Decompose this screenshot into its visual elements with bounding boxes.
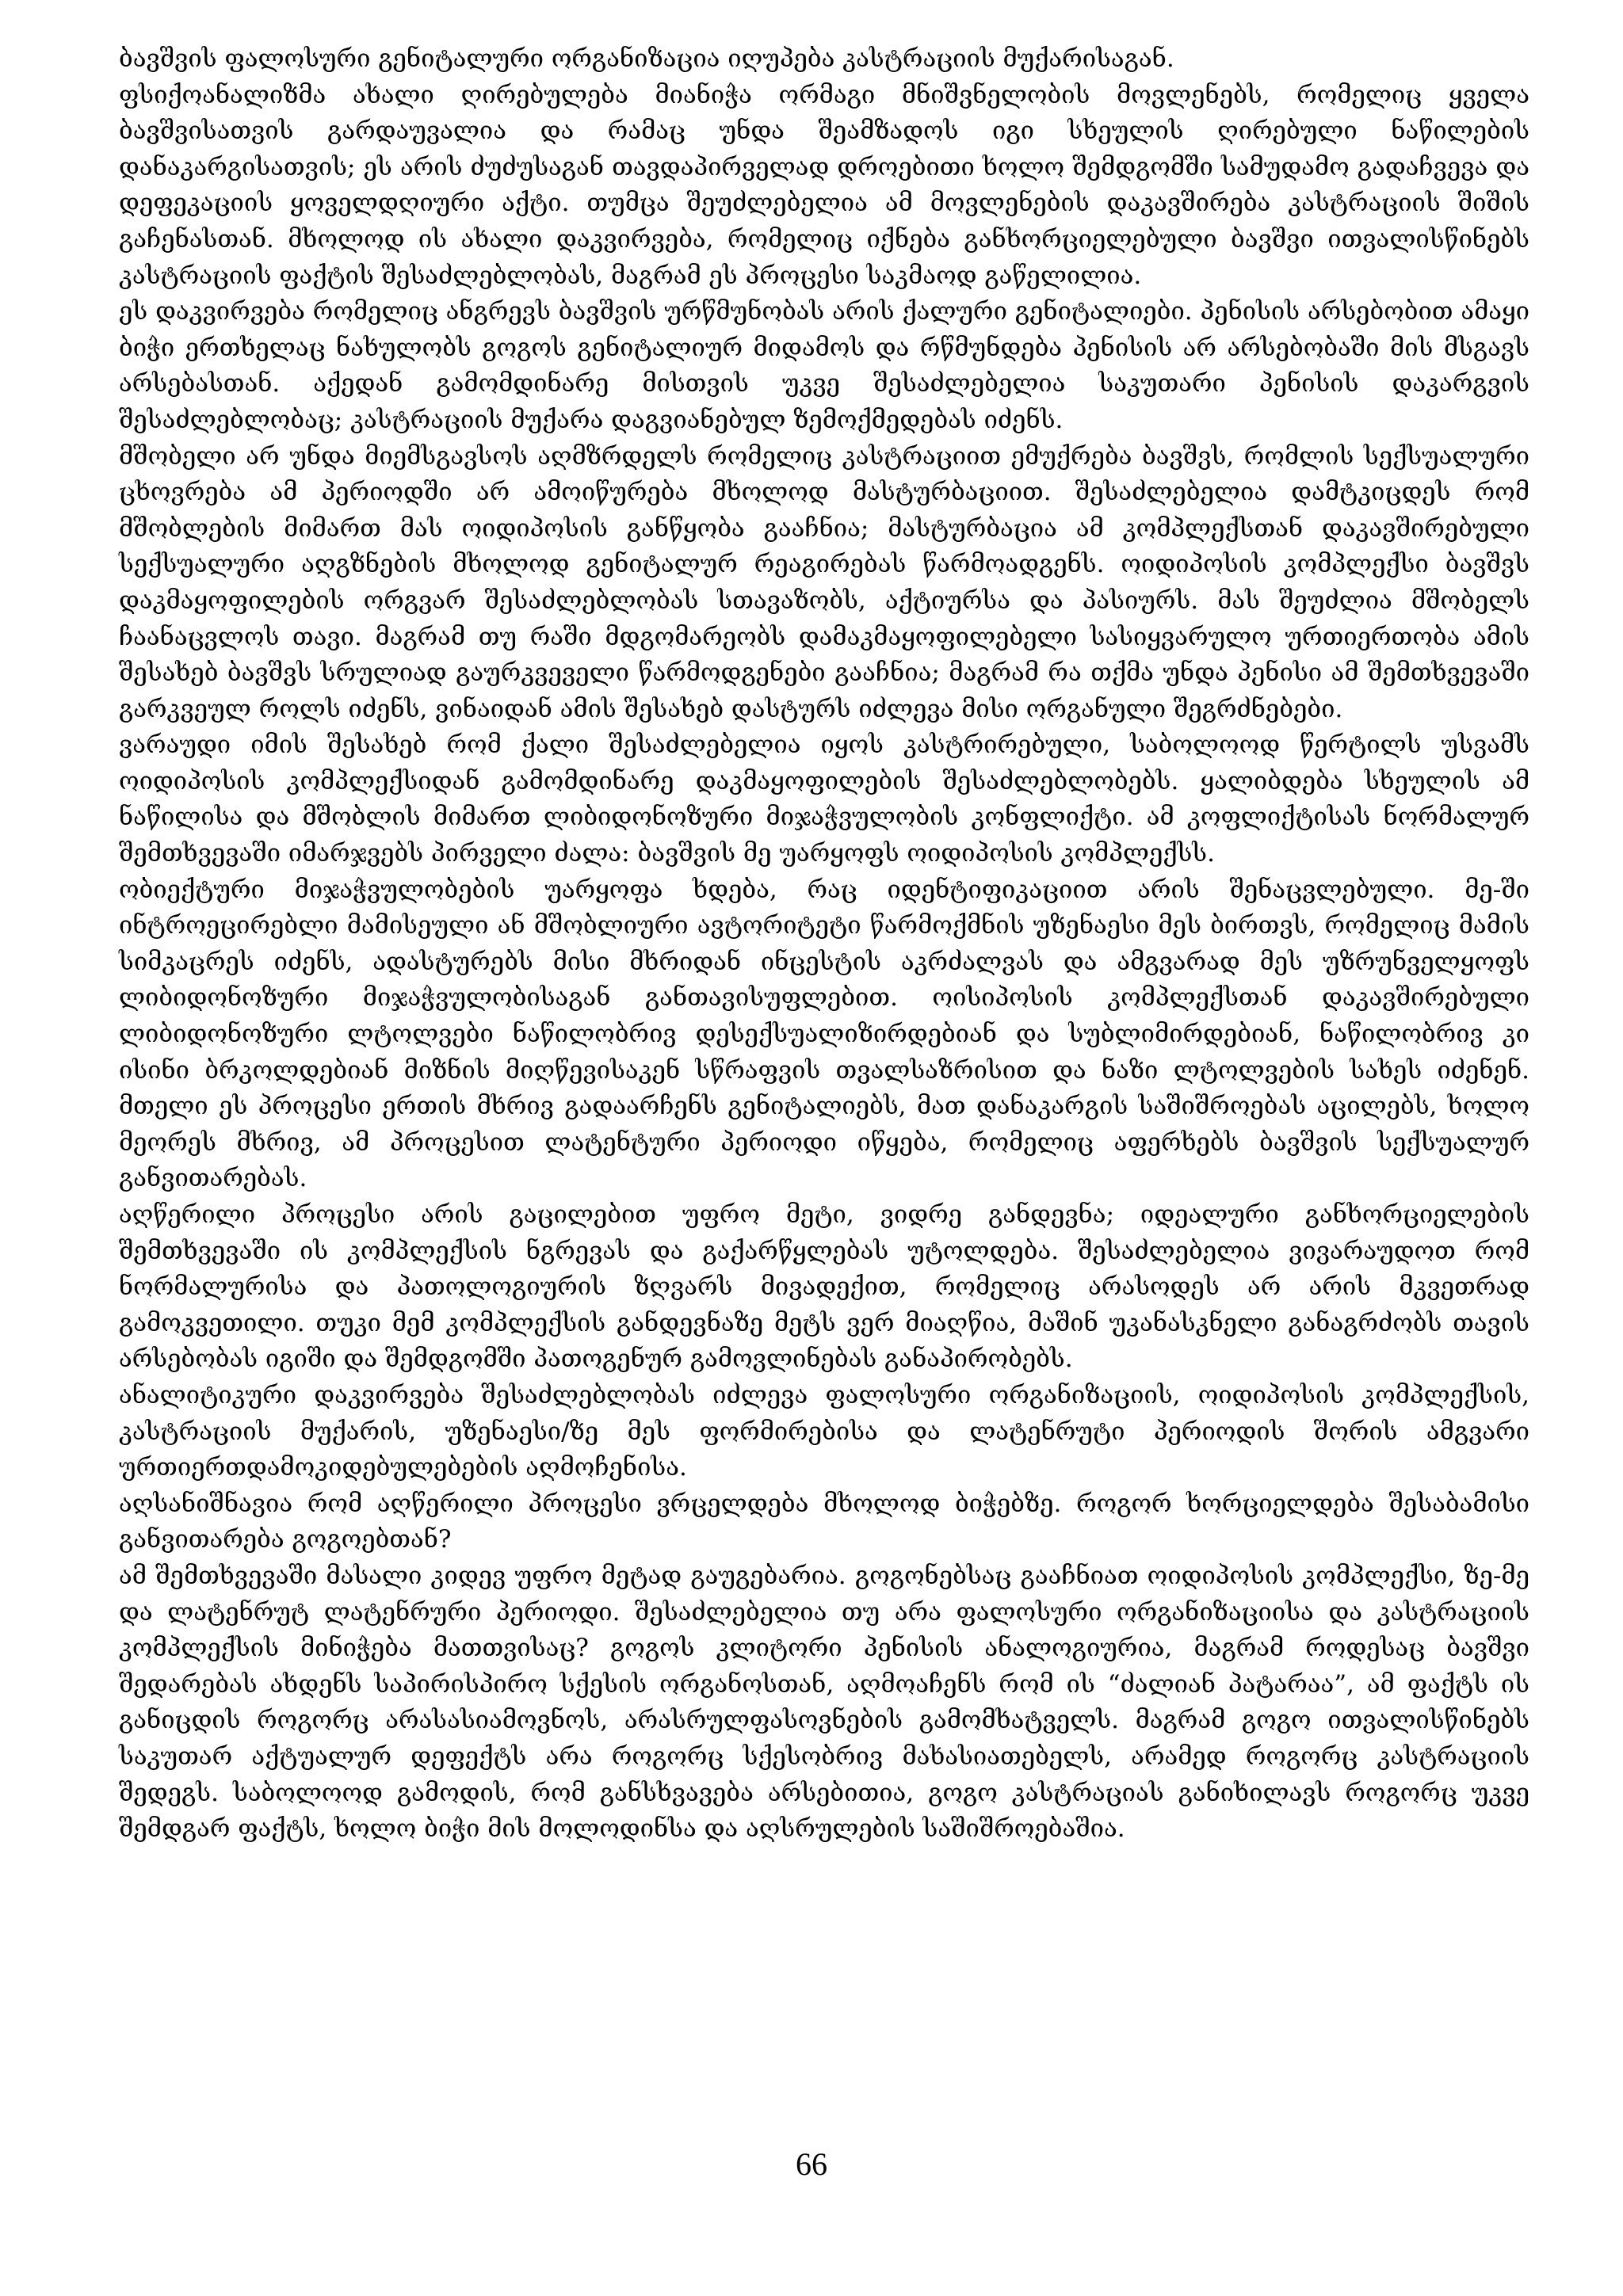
paragraph: ობიექტური მიჯაჭვულობების უარყოფა ხდება, რაც იდენტიფიკაციით არის შენაცვლებული. მე-ში ინტროეცირებლი მამისეული ან მშობლიური ავტორიტეტი წარმოქმნის უზენაესი მეს ბირთვს, რომელიც მამის სიმკაცრეს იძენს, ადასტურებს მისი მხრიდან ინცესტის აკრძალვას და ამგვარად მეს უზრუნველყოფს ლიბიდონოზური მიჯაჭვულობისაგან განთავისუფლებით. ოისიპოსის კომპლექსთან დაკავშირებული ლიბიდონოზური ლტოლვები ნაწილობრივ დესექსუალიზირდებიან და სუბლიმირდებიან, ნაწილობრივ კი ისინი ბრკოლდებიან მიზნის მიღწევისაკენ სწრაფვის თვალსაზრისით და ნაზი ლტოლვების სახეს იძენენ. მთელი ეს პროცესი ერთის მხრივ გადაარჩენს გენიტალიებს, მათ დანაკარგის საშიშროებას აცილებს, ხოლო მეორეს მხრივ, ამ პროცესით ლატენტური პერიოდი იწყება, რომელიც აფერხებს ბავშვის სექსუალურ განვითარებას.	[119, 875, 1529, 1193]
paragraph: აღწერილი პროცესი არის გაცილებით უფრო მეტი, ვიდრე განდევნა; იდეალური განხორციელების შემთხვევაში ის კომპლექსის ნგრევას და გაქარწყლებას უტოლდება. შესაძლებელია ვივარაუდოთ რომ ნორმალურისა და პათოლოგიურის ზღვარს მივადექით, რომელიც არასოდეს არ არის მკვეთრად გამოკვეთილი. თუკი მემ კომპლექსის განდევნაზე მეტს ვერ მიაღწია, მაშინ უკანასკნელი განაგრძობს თავის არსებობას იგიში და შემდგომში პათოგენურ გამოვლინებას განაპირობებს.	[119, 1200, 1529, 1374]
paragraph: ფსიქოანალიზმა ახალი ღირებულება მიანიჭა ორმაგი მნიშვნელობის მოვლენებს, რომელიც ყველა ბავშვისათვის გარდაუვალია და რამაც უნდა შეამზადოს იგი სხეულის ღირებული ნაწილების დანაკარგისათვის; ეს არის ძუძუსაგან თავდაპირველად დროებითი ხოლო შემდგომში სამუდამო გადაჩვევა და დეფეკაციის ყოველდღიური აქტი. თუმცა შეუძლებელია ამ მოვლენების დაკავშირება კასტრაციის შიშის გაჩენასთან. მხოლოდ ის ახალი დაკვირვება, რომელიც იქნება განხორციელებული ბავშვი ითვალისწინებს კასტრაციის ფაქტის შესაძლებლობას, მაგრამ ეს პროცესი საკმაოდ გაწელილია.	[119, 80, 1529, 290]
paragraph: ამ შემთხვევაში მასალი კიდევ უფრო მეტად გაუგებარია. გოგონებსაც გააჩნიათ ოიდიპოსის კომპლექსი, ზე-მე და ლატენრუტ ლატენრური პერიოდი. შესაძლებელია თუ არა ფალოსური ორგანიზაციისა და კასტრაციის კომპლექსის მინიჭება მათთვისაც? გოგოს კლიტორი პენისის ანალოგიურია, მაგრამ როდესაც ბავშვი შედარებას ახდენს საპირისპირო სქესის ორგანოსთან, აღმოაჩენს რომ ის “ძალიან პატარაა”, ამ ფაქტს ის განიცდის როგორც არასასიამოვნოს, არასრულფასოვნების გამომხატველს. მაგრამ გოგო ითვალისწინებს საკუთარ აქტუალურ დეფექტს არა როგორც სქესობრივ მახასიათებელს, არამედ როგორც კასტრაციის შედეგს. საბოლოოდ გამოდის, რომ განსხვავება არსებითია, გოგო კასტრაციას განიხილავს როგორც უკვე შემდგარ ფაქტს, ხოლო ბიჭი მის მოლოდინსა და აღსრულების საშიშროებაშია.	[119, 1561, 1529, 1844]
paragraph: ვარაუდი იმის შესახებ რომ ქალი შესაძლებელია იყოს კასტრირებული, საბოლოოდ წერტილს უსვამს ოიდიპოსის კომპლექსიდან გამომდინარე დაკმაყოფილების შესაძლებლობებს. ყალიბდება სხეულის ამ ნაწილისა და მშობლის მიმართ ლიბიდონოზური მიჯაჭვულობის კონფლიქტი. ამ კოფლიქტისას ნორმალურ შემთხვევაში იმარჯვებს პირველი ძალა: ბავშვის მე უარყოფს ოიდიპოსის კომპლექსს.	[119, 730, 1529, 868]
paragraph: ბავშვის ფალოსური გენიტალური ორგანიზაცია იღუპება კასტრაციის მუქარისაგან.	[119, 44, 1174, 73]
paragraph: მშობელი არ უნდა მიემსგავსოს აღმზრდელს რომელიც კასტრაციით ემუქრება ბავშვს, რომლის სექსუალური ცხოვრება ამ პერიოდში არ ამოიწურება მხოლოდ მასტურბაციით. შესაძლებელია დამტკიცდეს რომ მშობლების მიმართ მას ოიდიპოსის განწყობა გააჩნია; მასტურბაცია ამ კომპლექსთან დაკავშირებული სექსუალური აღგზნების მხოლოდ გენიტალურ რეაგირებას წარმოადგენს. ოიდიპოსის კომპლექსი ბავშვს დაკმაყოფილების ორგვარ შესაძლებლობას სთავაზობს, აქტიურსა და პასიურს. მას შეუძლია მშობელს ჩაანაცვლოს თავი. მაგრამ თუ რაში მდგომარეობს დამაკმაყოფილებელი სასიყვარულო ურთიერთობა ამის შესახებ ბავშვს სრულიად გაურკვეველი წარმოდგენები გააჩნია; მაგრამ რა თქმა უნდა პენისი ამ შემთხვევაში გარკვეულ როლს იძენს, ვინაიდან ამის შესახებ დასტურს იძლევა მისი ორგანული შეგრძნებები.	[119, 441, 1529, 723]
document-body	[119, 41, 1529, 1848]
page-number: 66	[796, 2146, 827, 2182]
paragraph: აღსანიშნავია რომ აღწერილი პროცესი ვრცელდება მხოლოდ ბიჭებზე. როგორ ხორციელდება შესაბამისი განვითარება გოგოებთან?	[119, 1489, 1529, 1554]
paragraph: ეს დაკვირვება რომელიც ანგრევს ბავშვის ურწმუნობას არის ქალური გენიტალიები. პენისის არსებობით ამაყი ბიჭი ერთხელაც ნახულობს გოგოს გენიტალიურ მიდამოს და რწმუნდება პენისის არ არსებობაში მის მსგავს არსებასთან. აქედან გამომდინარე მისთვის უკვე შესაძლებელია საკუთარი პენისის დაკარგვის შესაძლებლობაც; კასტრაციის მუქარა დაგვიანებულ ზემოქმედებას იძენს.	[119, 297, 1529, 434]
paragraph: ანალიტიკური დაკვირვება შესაძლებლობას იძლევა ფალოსური ორგანიზაციის, ოიდიპოსის კომპლექსის, კასტრაციის მუქარის, უზენაესი/ზე მეს ფორმირებისა და ლატენრუტი პერიოდის შორის ამგვარი ურთიერთდამოკიდებულებების აღმოჩენისა.	[119, 1380, 1529, 1482]
